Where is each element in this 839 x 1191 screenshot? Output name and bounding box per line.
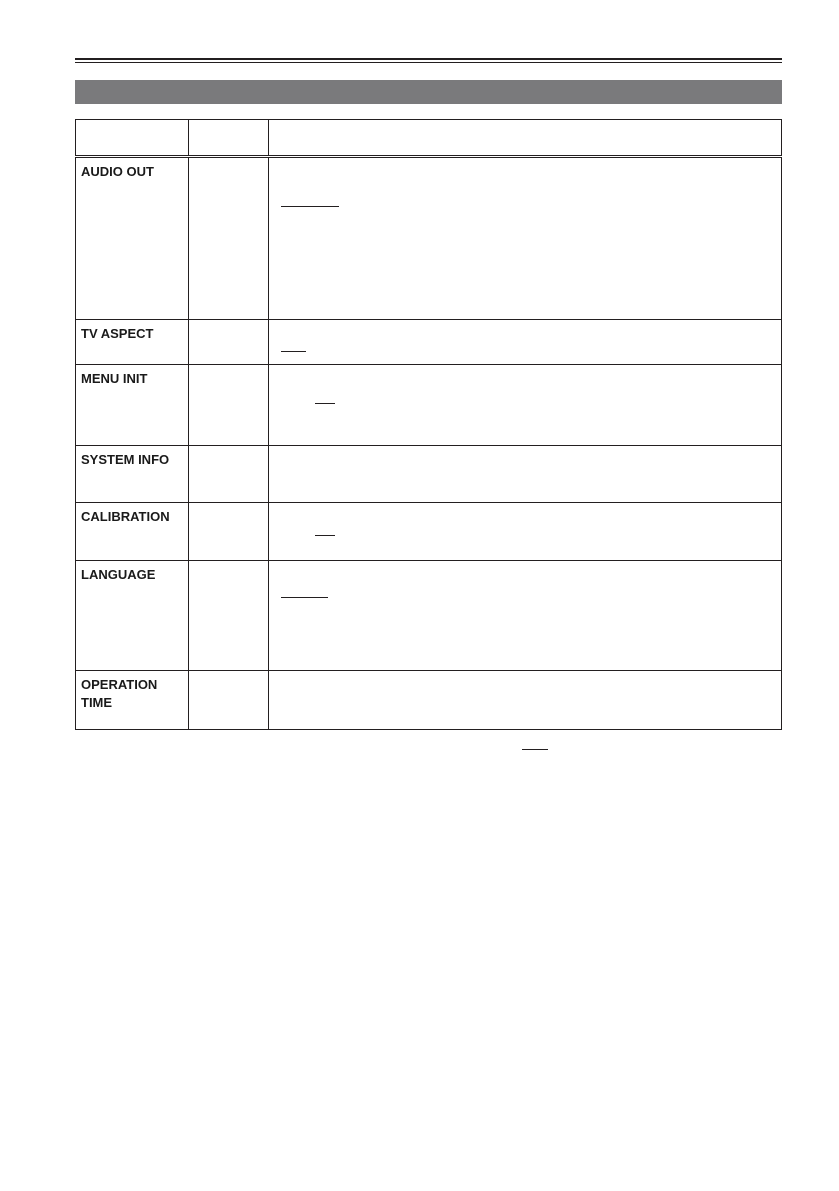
table-row (76, 320, 782, 365)
header-rule (75, 58, 782, 60)
table-row (76, 503, 782, 561)
row-label-cell (76, 365, 189, 446)
default-underline (315, 403, 335, 404)
row-label-cell (76, 320, 189, 365)
row-label-cell (76, 446, 189, 503)
header-rule-thin (75, 62, 782, 63)
row-label: AUDIO OUT (81, 164, 154, 179)
footnote-underline (522, 749, 548, 750)
row-setting-cell (189, 365, 269, 446)
row-label: LANGUAGE (81, 567, 156, 582)
header-cell-setting (189, 120, 269, 157)
default-underline (281, 206, 339, 207)
row-label: SYSTEM INFO (81, 452, 170, 467)
section-band (75, 80, 782, 104)
header-cell-item (76, 120, 189, 157)
row-label: CALIBRATION (81, 509, 170, 524)
row-label-cell (76, 671, 189, 730)
table-row (76, 446, 782, 503)
row-setting-cell (189, 320, 269, 365)
row-setting-cell (189, 671, 269, 730)
row-setting-cell (189, 503, 269, 561)
table-row (76, 157, 782, 320)
row-setting-cell (189, 157, 269, 320)
row-setting-cell (189, 446, 269, 503)
default-underline (281, 597, 328, 598)
row-setting-cell (189, 561, 269, 671)
row-description-cell (269, 365, 782, 446)
table-row (76, 561, 782, 671)
row-description-cell (269, 446, 782, 503)
row-description-cell (269, 503, 782, 561)
table-header-row (76, 120, 782, 157)
row-label: MENU INIT (81, 371, 148, 386)
table-row (76, 365, 782, 446)
default-underline (281, 351, 306, 352)
row-label: TV ASPECT (81, 326, 154, 341)
row-label-cell (76, 561, 189, 671)
row-label-cell (76, 503, 189, 561)
setup-menu-table (75, 119, 782, 730)
row-label-cell (76, 157, 189, 320)
row-description-cell (269, 561, 782, 671)
default-underline (315, 535, 335, 536)
row-label: OPERATION TIME (81, 677, 158, 710)
table-row (76, 671, 782, 730)
row-description-cell (269, 320, 782, 365)
row-description-cell (269, 157, 782, 320)
header-cell-description (269, 120, 782, 157)
row-description-cell (269, 671, 782, 730)
